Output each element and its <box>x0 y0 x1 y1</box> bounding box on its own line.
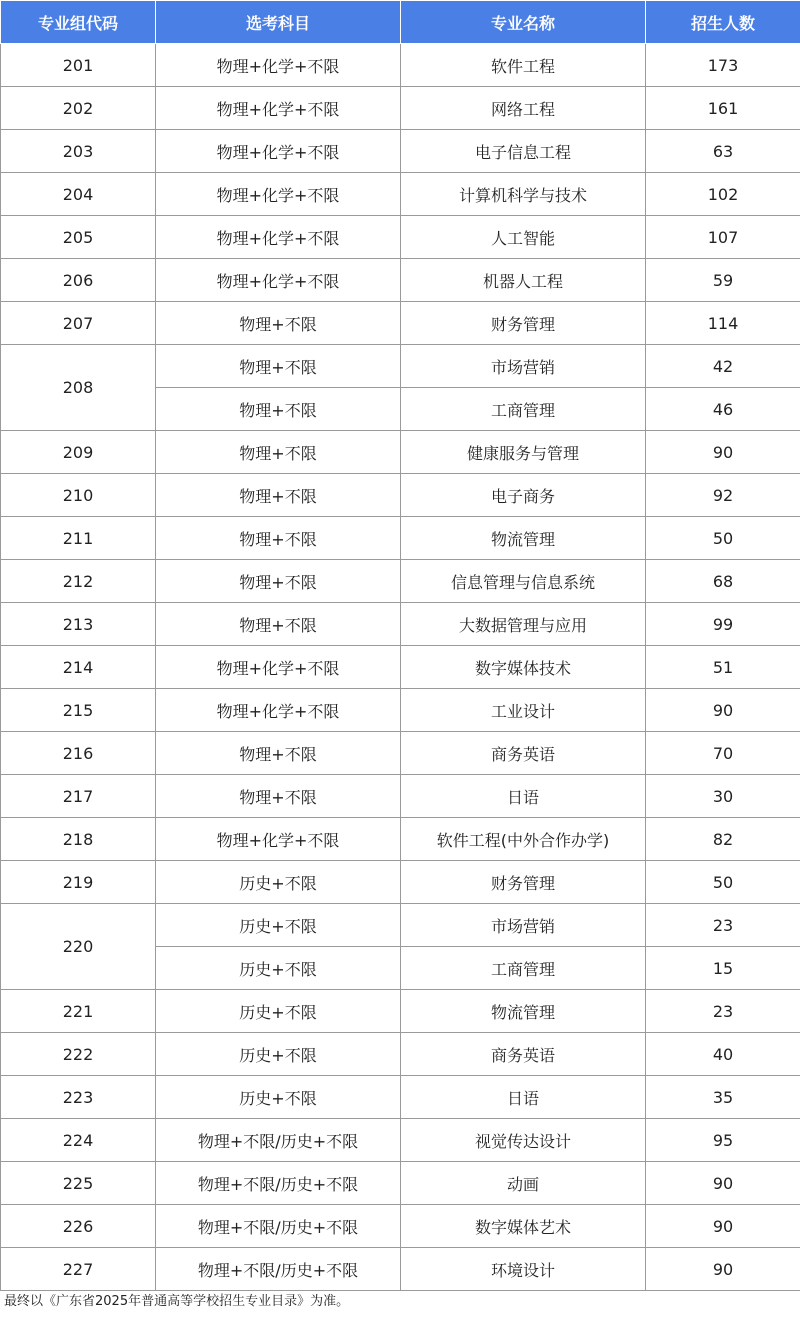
group-code-cell: 209 <box>1 431 156 474</box>
group-code-cell: 206 <box>1 259 156 302</box>
table-row <box>1 689 800 732</box>
major-name-cell: 网络工程 <box>401 87 646 130</box>
enrollment-count-cell: 63 <box>646 130 800 173</box>
table-body <box>1 44 800 1291</box>
enrollment-count-cell: 23 <box>646 904 800 947</box>
table-row <box>1 1162 800 1205</box>
table-row <box>1 1076 800 1119</box>
subjects-cell: 历史+不限 <box>156 861 401 904</box>
major-name-cell: 工商管理 <box>401 388 646 431</box>
enrollment-count-cell: 50 <box>646 861 800 904</box>
group-code-cell: 219 <box>1 861 156 904</box>
major-name-cell: 市场营销 <box>401 904 646 947</box>
table-row <box>1 259 800 302</box>
table-row <box>1 44 800 87</box>
group-code-cell: 213 <box>1 603 156 646</box>
major-name-cell: 物流管理 <box>401 990 646 1033</box>
group-code-cell: 211 <box>1 517 156 560</box>
table-row <box>1 646 800 689</box>
table-row <box>1 904 800 947</box>
major-name-cell: 财务管理 <box>401 861 646 904</box>
subjects-cell: 物理+化学+不限 <box>156 130 401 173</box>
group-code-cell: 214 <box>1 646 156 689</box>
subjects-cell: 物理+化学+不限 <box>156 646 401 689</box>
major-name-cell: 健康服务与管理 <box>401 431 646 474</box>
table-header <box>1 1 800 44</box>
major-name-cell: 电子信息工程 <box>401 130 646 173</box>
group-code-cell: 207 <box>1 302 156 345</box>
major-name-cell: 财务管理 <box>401 302 646 345</box>
subjects-cell: 物理+化学+不限 <box>156 87 401 130</box>
table-row <box>1 474 800 517</box>
group-code-cell: 202 <box>1 87 156 130</box>
enrollment-count-cell: 107 <box>646 216 800 259</box>
subjects-cell: 物理+不限 <box>156 302 401 345</box>
table-row <box>1 431 800 474</box>
major-name-cell: 商务英语 <box>401 732 646 775</box>
table-row <box>1 173 800 216</box>
enrollment-count-cell: 30 <box>646 775 800 818</box>
table-row <box>1 216 800 259</box>
table-row <box>1 1248 800 1291</box>
enrollment-count-cell: 90 <box>646 689 800 732</box>
group-code-cell: 215 <box>1 689 156 732</box>
subjects-cell: 物理+化学+不限 <box>156 259 401 302</box>
subjects-cell: 历史+不限 <box>156 990 401 1033</box>
major-name-cell: 人工智能 <box>401 216 646 259</box>
group-code-cell: 216 <box>1 732 156 775</box>
group-code-cell: 205 <box>1 216 156 259</box>
subjects-cell: 物理+不限 <box>156 431 401 474</box>
enrollment-count-cell: 99 <box>646 603 800 646</box>
major-name-cell: 数字媒体艺术 <box>401 1205 646 1248</box>
major-name-cell: 信息管理与信息系统 <box>401 560 646 603</box>
enrollment-count-cell: 90 <box>646 1205 800 1248</box>
major-name-cell: 市场营销 <box>401 345 646 388</box>
group-code-cell: 223 <box>1 1076 156 1119</box>
enrollment-count-cell: 82 <box>646 818 800 861</box>
enrollment-count-cell: 35 <box>646 1076 800 1119</box>
table-row <box>1 1205 800 1248</box>
enrollment-count-cell: 15 <box>646 947 800 990</box>
major-name-cell: 商务英语 <box>401 1033 646 1076</box>
subjects-cell: 物理+化学+不限 <box>156 173 401 216</box>
header-major-name: 专业名称 <box>401 1 646 44</box>
table-row <box>1 775 800 818</box>
group-code-cell: 201 <box>1 44 156 87</box>
subjects-cell: 物理+不限 <box>156 732 401 775</box>
enrollment-count-cell: 70 <box>646 732 800 775</box>
header-enrollment-count: 招生人数 <box>646 1 800 44</box>
header-row <box>1 1 800 44</box>
enrollment-count-cell: 50 <box>646 517 800 560</box>
enrollment-count-cell: 92 <box>646 474 800 517</box>
header-subjects: 选考科目 <box>156 1 401 44</box>
subjects-cell: 物理+化学+不限 <box>156 44 401 87</box>
group-code-cell: 221 <box>1 990 156 1033</box>
major-name-cell: 日语 <box>401 775 646 818</box>
subjects-cell: 历史+不限 <box>156 1033 401 1076</box>
enrollment-count-cell: 90 <box>646 1248 800 1291</box>
enrollment-count-cell: 42 <box>646 345 800 388</box>
enrollment-count-cell: 90 <box>646 431 800 474</box>
enrollment-count-cell: 68 <box>646 560 800 603</box>
group-code-cell: 204 <box>1 173 156 216</box>
major-name-cell: 日语 <box>401 1076 646 1119</box>
major-name-cell: 电子商务 <box>401 474 646 517</box>
table-row <box>1 990 800 1033</box>
group-code-cell: 210 <box>1 474 156 517</box>
subjects-cell: 物理+不限 <box>156 388 401 431</box>
enrollment-count-cell: 23 <box>646 990 800 1033</box>
major-name-cell: 动画 <box>401 1162 646 1205</box>
subjects-cell: 物理+不限 <box>156 560 401 603</box>
table-row <box>1 302 800 345</box>
footnote: 最终以《广东省2025年普通高等学校招生专业目录》为准。 <box>4 1294 350 1309</box>
enrollment-count-cell: 173 <box>646 44 800 87</box>
subjects-cell: 物理+不限 <box>156 603 401 646</box>
group-code-cell: 225 <box>1 1162 156 1205</box>
group-code-cell: 218 <box>1 818 156 861</box>
major-name-cell: 环境设计 <box>401 1248 646 1291</box>
subjects-cell: 物理+不限 <box>156 775 401 818</box>
subjects-cell: 物理+不限/历史+不限 <box>156 1119 401 1162</box>
group-code-cell: 212 <box>1 560 156 603</box>
enrollment-count-cell: 90 <box>646 1162 800 1205</box>
subjects-cell: 历史+不限 <box>156 947 401 990</box>
major-name-cell: 数字媒体技术 <box>401 646 646 689</box>
table-row <box>1 818 800 861</box>
enrollment-count-cell: 114 <box>646 302 800 345</box>
enrollment-count-cell: 161 <box>646 87 800 130</box>
major-name-cell: 工业设计 <box>401 689 646 732</box>
subjects-cell: 历史+不限 <box>156 1076 401 1119</box>
group-code-cell: 203 <box>1 130 156 173</box>
major-name-cell: 机器人工程 <box>401 259 646 302</box>
major-name-cell: 视觉传达设计 <box>401 1119 646 1162</box>
subjects-cell: 物理+化学+不限 <box>156 818 401 861</box>
enrollment-count-cell: 95 <box>646 1119 800 1162</box>
table-row <box>1 732 800 775</box>
major-name-cell: 软件工程(中外合作办学) <box>401 818 646 861</box>
subjects-cell: 物理+化学+不限 <box>156 689 401 732</box>
group-code-cell: 217 <box>1 775 156 818</box>
major-name-cell: 软件工程 <box>401 44 646 87</box>
group-code-cell: 227 <box>1 1248 156 1291</box>
table-row <box>1 345 800 388</box>
table-row <box>1 517 800 560</box>
major-name-cell: 大数据管理与应用 <box>401 603 646 646</box>
subjects-cell: 物理+不限 <box>156 517 401 560</box>
group-code-cell: 220 <box>1 904 156 990</box>
enrollment-count-cell: 40 <box>646 1033 800 1076</box>
table-row <box>1 560 800 603</box>
subjects-cell: 物理+不限/历史+不限 <box>156 1205 401 1248</box>
table-row <box>1 130 800 173</box>
table-row <box>1 1033 800 1076</box>
major-name-cell: 计算机科学与技术 <box>401 173 646 216</box>
table-row <box>1 87 800 130</box>
subjects-cell: 物理+不限/历史+不限 <box>156 1248 401 1291</box>
subjects-cell: 物理+不限/历史+不限 <box>156 1162 401 1205</box>
group-code-cell: 224 <box>1 1119 156 1162</box>
enrollment-count-cell: 59 <box>646 259 800 302</box>
enrollment-count-cell: 46 <box>646 388 800 431</box>
group-code-cell: 208 <box>1 345 156 431</box>
group-code-cell: 222 <box>1 1033 156 1076</box>
header-group-code: 专业组代码 <box>1 1 156 44</box>
table-row <box>1 603 800 646</box>
group-code-cell: 226 <box>1 1205 156 1248</box>
subjects-cell: 物理+不限 <box>156 474 401 517</box>
table-row <box>1 861 800 904</box>
subjects-cell: 物理+化学+不限 <box>156 216 401 259</box>
enrollment-count-cell: 51 <box>646 646 800 689</box>
enrollment-count-cell: 102 <box>646 173 800 216</box>
subjects-cell: 历史+不限 <box>156 904 401 947</box>
table-row <box>1 1119 800 1162</box>
major-name-cell: 物流管理 <box>401 517 646 560</box>
subjects-cell: 物理+不限 <box>156 345 401 388</box>
major-name-cell: 工商管理 <box>401 947 646 990</box>
